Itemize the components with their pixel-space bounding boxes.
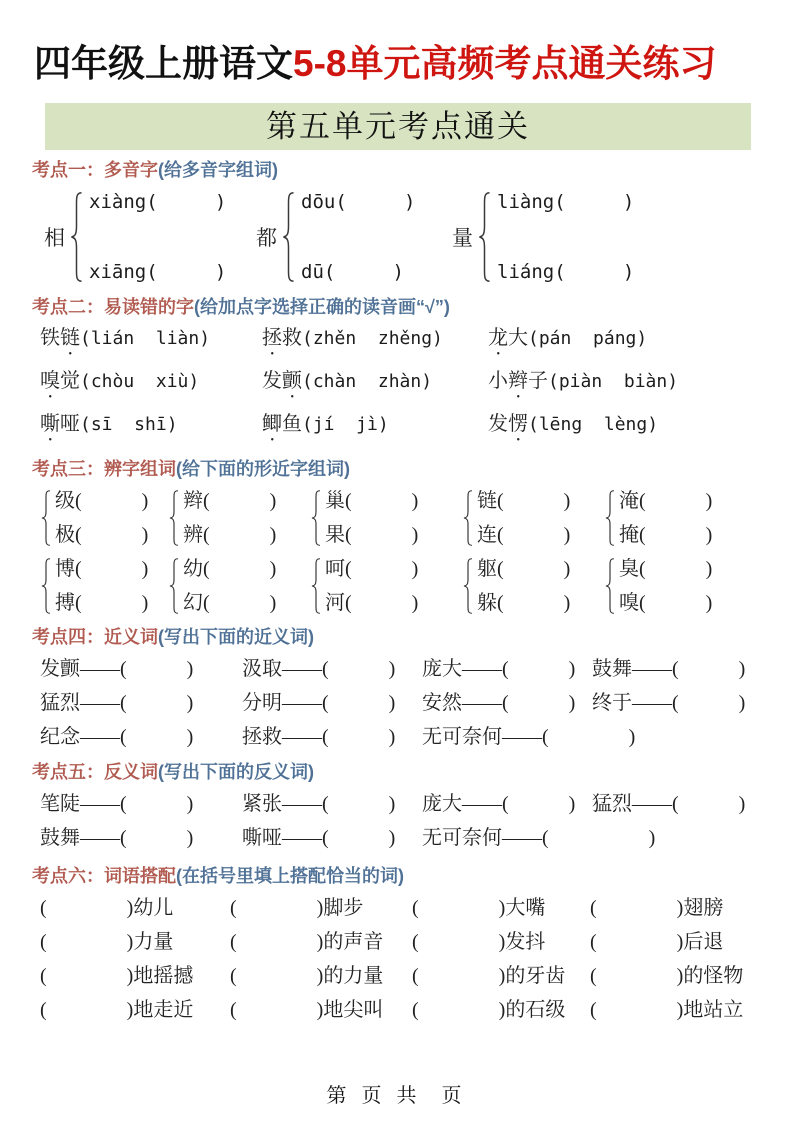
brace-icon: [40, 557, 52, 615]
pair-lines: [325, 489, 418, 547]
page-footer: 第 页 共 页: [326, 1085, 467, 1107]
synonym-item: 汲取——( ): [242, 657, 396, 680]
pair-lines: [55, 489, 148, 547]
pair-bottom: 连( ): [477, 523, 571, 546]
word-text: 子: [528, 369, 548, 392]
brace-icon: [604, 557, 616, 615]
section3-heading: [32, 458, 765, 480]
synonym-item: 猛烈——( ): [40, 691, 194, 714]
collocation-item: ( )的力量: [230, 964, 384, 987]
word-row: [40, 896, 765, 920]
synonym-item: 终于——( ): [592, 691, 746, 714]
pair-top: 臭( ): [619, 557, 713, 580]
section2-heading: [32, 296, 765, 318]
word-row: [40, 792, 765, 816]
synonym-item: 庞大——( ): [422, 657, 576, 680]
brace-icon: [310, 489, 322, 547]
collocation-item: ( )大嘴: [412, 896, 546, 919]
word-text: 大: [508, 326, 528, 349]
word-item: [262, 369, 488, 403]
section2-label: 考点二：易读错的字: [32, 296, 194, 317]
brace-icon: [462, 489, 474, 547]
pair-top: 幼( ): [183, 557, 277, 580]
tested-character: 嗅: [40, 369, 60, 392]
confusable-pair: [310, 557, 462, 615]
confusable-pair: [310, 489, 462, 547]
brace-icon: [477, 190, 492, 284]
pair-row: [40, 489, 765, 547]
pinyin-blank-bottom: dū( ): [301, 260, 404, 283]
pair-top: 链( ): [477, 489, 571, 512]
pinyin-blank-top: liàng( ): [497, 190, 635, 213]
antonym-rows: [40, 792, 765, 850]
collocation-item: ( )后退: [590, 930, 724, 953]
tested-character: 鲫: [262, 412, 282, 435]
pair-bottom: 掩( ): [619, 523, 713, 546]
collocation-item: ( )发抖: [412, 930, 546, 953]
collocation-item: ( )的牙齿: [412, 964, 566, 987]
pair-bottom: 幻( ): [183, 591, 277, 614]
brace-icon: [604, 489, 616, 547]
antonym-item: 庞大——( ): [422, 792, 576, 815]
section5-label: 考点五：反义词: [32, 761, 158, 782]
polyphone-group: [256, 190, 452, 284]
title-grade-part: 四年级上册语文: [34, 43, 293, 84]
word-item: [488, 369, 678, 403]
page-title: [34, 42, 765, 86]
tested-character: 愣: [508, 412, 528, 435]
polyphone-char: 量: [452, 225, 473, 250]
pair-bottom: 极( ): [55, 523, 149, 546]
pinyin-blank-top: xiàng( ): [89, 190, 227, 213]
pair-bottom: 辨( ): [183, 523, 277, 546]
section1-label: 考点一：多音字: [32, 159, 158, 180]
confusable-pair: [462, 489, 604, 547]
pair-top: 淹( ): [619, 489, 713, 512]
pair-bottom: 果( ): [325, 523, 419, 546]
polyphone-group: [452, 190, 634, 284]
word-text: 发: [262, 369, 282, 392]
pair-bottom: 河( ): [325, 591, 419, 614]
synonym-item: 安然——( ): [422, 691, 576, 714]
pinyin-options: (lián liàn): [80, 327, 211, 349]
word-text: 救: [282, 326, 302, 349]
polyphone-char: 相: [44, 225, 65, 250]
brace-icon: [40, 489, 52, 547]
word-row: [40, 998, 765, 1022]
pair-lines: [477, 557, 570, 615]
pinyin-options: (sī shī): [80, 413, 178, 435]
pinyin-lines: [497, 191, 634, 283]
pinyin-blank-top: dōu( ): [301, 190, 416, 213]
word-item: [262, 412, 488, 446]
confusable-pair: [462, 557, 604, 615]
pinyin-options: (piàn biàn): [548, 370, 679, 392]
title-units-part: 5-8单元高频考点通关练习: [293, 43, 717, 84]
synonym-item: 纪念——( ): [40, 725, 194, 748]
word-row: [40, 964, 765, 988]
pair-lines: [55, 557, 148, 615]
pinyin-lines: [89, 191, 226, 283]
word-text: 发: [488, 412, 508, 435]
section1-heading: [32, 159, 765, 181]
pair-bottom: 躲( ): [477, 591, 571, 614]
section4-label: 考点四：近义词: [32, 626, 158, 647]
section5-note: (写出下面的反义词): [158, 761, 314, 782]
pair-lines: [183, 489, 276, 547]
antonym-item: 猛烈——( ): [592, 792, 746, 815]
pair-bottom: 搏( ): [55, 591, 149, 614]
pinyin-options: (chàn zhàn): [302, 370, 433, 392]
word-text: 小: [488, 369, 508, 392]
word-item: [262, 326, 488, 360]
section6-label: 考点六：词语搭配: [32, 865, 176, 886]
tested-character: 拯: [262, 326, 282, 349]
pinyin-blank-bottom: xiāng( ): [89, 260, 227, 283]
word-row: [40, 725, 765, 749]
collocation-item: ( )地摇撼: [40, 964, 194, 987]
confusable-pair: [40, 489, 168, 547]
tested-character: 嘶: [40, 412, 60, 435]
synonym-item: 无可奈何——( ): [422, 725, 636, 748]
word-row: [40, 369, 765, 403]
word-item: [488, 326, 647, 360]
pinyin-options: (pán páng): [528, 327, 648, 349]
section5-heading: [32, 761, 765, 783]
pair-top: 辫( ): [183, 489, 277, 512]
unit-banner: 第五单元考点通关: [45, 103, 751, 150]
pair-lines: [477, 489, 570, 547]
collocation-item: ( )幼儿: [40, 896, 174, 919]
section2-note: (给加点字选择正确的读音画“√”): [194, 296, 450, 317]
tested-character: 颤: [282, 369, 302, 392]
misread-words: [40, 326, 765, 446]
synonym-item: 分明——( ): [242, 691, 396, 714]
confusable-pair: [604, 557, 712, 615]
brace-icon: [462, 557, 474, 615]
tested-character: 龙: [488, 326, 508, 349]
word-item: [488, 412, 658, 446]
synonym-item: 拯救——( ): [242, 725, 396, 748]
pair-lines: [619, 557, 712, 615]
antonym-item: 紧张——( ): [242, 792, 396, 815]
pair-top: 躯( ): [477, 557, 571, 580]
confusable-pair: [40, 557, 168, 615]
polyphone-group: [44, 190, 256, 284]
pinyin-blank-bottom: liáng( ): [497, 260, 635, 283]
brace-icon: [281, 190, 296, 284]
word-row: [40, 412, 765, 446]
collocation-item: ( )力量: [40, 930, 174, 953]
brace-icon: [168, 557, 180, 615]
pair-top: 呵( ): [325, 557, 419, 580]
synonym-rows: [40, 657, 765, 749]
collocation-item: ( )的声音: [230, 930, 384, 953]
polyphone-char: 都: [256, 225, 277, 250]
pair-lines: [325, 557, 418, 615]
word-row: [40, 691, 765, 715]
pair-top: 博( ): [55, 557, 149, 580]
collocation-item: ( )的怪物: [590, 964, 744, 987]
word-item: [40, 326, 262, 360]
confusable-pairs: [40, 489, 765, 615]
word-item: [40, 369, 262, 403]
pair-lines: [619, 489, 712, 547]
tested-character: 链: [60, 326, 80, 349]
pinyin-lines: [301, 191, 415, 283]
pair-row: [40, 557, 765, 615]
word-text: 铁: [40, 326, 60, 349]
brace-icon: [310, 557, 322, 615]
tested-character: 辫: [508, 369, 528, 392]
synonym-item: 发颤——( ): [40, 657, 194, 680]
antonym-item: 鼓舞——( ): [40, 826, 194, 849]
collocation-rows: [40, 896, 765, 1022]
collocation-item: ( )地走近: [40, 998, 194, 1021]
polyphone-row: [44, 190, 765, 284]
pair-lines: [183, 557, 276, 615]
confusable-pair: [168, 489, 310, 547]
pinyin-options: (lēng lèng): [528, 413, 659, 435]
section6-heading: [32, 865, 765, 887]
confusable-pair: [168, 557, 310, 615]
word-row: [40, 930, 765, 954]
antonym-item: 无可奈何——( ): [422, 826, 656, 849]
word-row: [40, 826, 765, 850]
antonym-item: 嘶哑——( ): [242, 826, 396, 849]
collocation-item: ( )地站立: [590, 998, 744, 1021]
section3-note: (给下面的形近字组词): [176, 458, 350, 479]
word-row: [40, 326, 765, 360]
word-row: [40, 657, 765, 681]
antonym-item: 笔陡——( ): [40, 792, 194, 815]
brace-icon: [69, 190, 84, 284]
collocation-item: ( )地尖叫: [230, 998, 384, 1021]
section4-note: (写出下面的近义词): [158, 626, 314, 647]
section1-note: (给多音字组词): [158, 159, 278, 180]
pinyin-options: (chòu xiù): [80, 370, 200, 392]
pair-top: 巢( ): [325, 489, 419, 512]
section3-label: 考点三：辨字组词: [32, 458, 176, 479]
section6-note: (在括号里填上搭配恰当的词): [176, 865, 404, 886]
word-text: 鱼: [282, 412, 302, 435]
collocation-item: ( )脚步: [230, 896, 364, 919]
collocation-item: ( )的石级: [412, 998, 566, 1021]
pair-top: 级( ): [55, 489, 149, 512]
section4-heading: [32, 626, 765, 648]
word-item: [40, 412, 262, 446]
pinyin-options: (zhěn zhěng): [302, 327, 443, 349]
confusable-pair: [604, 489, 712, 547]
collocation-item: ( )翅膀: [590, 896, 724, 919]
word-text: 觉: [60, 369, 80, 392]
brace-icon: [168, 489, 180, 547]
pair-bottom: 嗅( ): [619, 591, 713, 614]
word-text: 哑: [60, 412, 80, 435]
pinyin-options: (jí jì): [302, 413, 389, 435]
synonym-item: 鼓舞——( ): [592, 657, 746, 680]
